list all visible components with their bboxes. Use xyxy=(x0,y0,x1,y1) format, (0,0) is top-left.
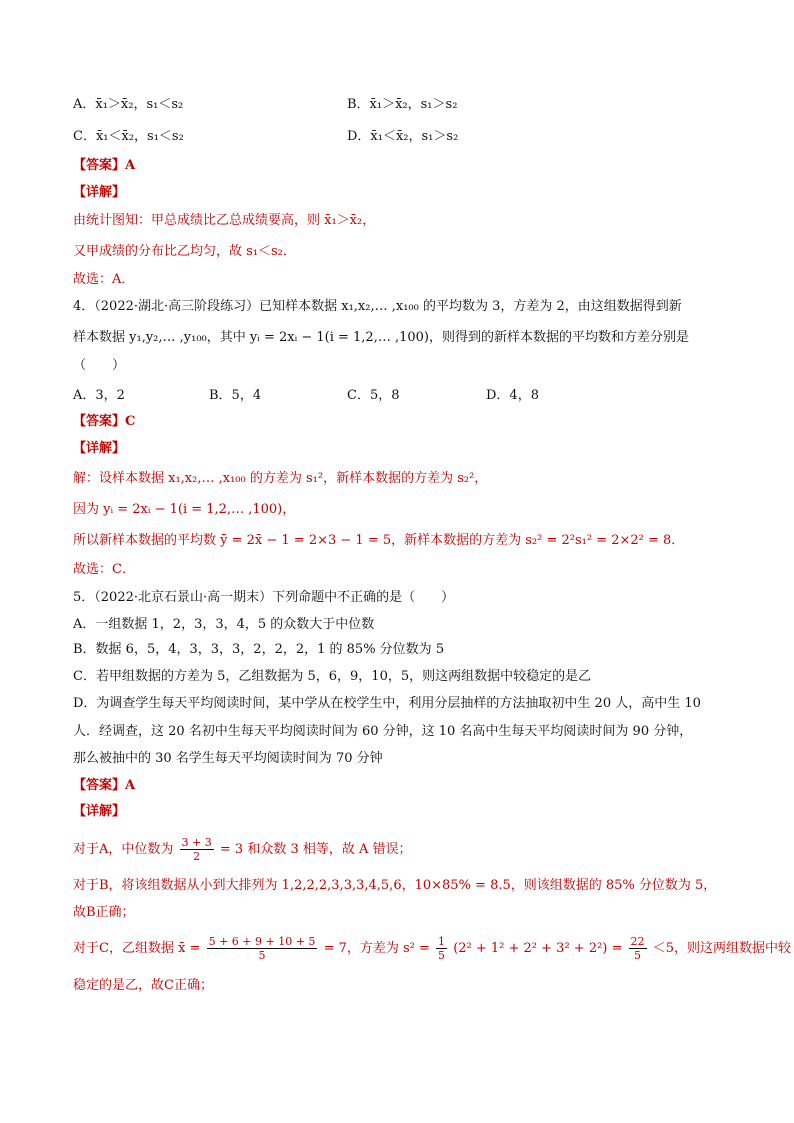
q4-stem-line-3: （ ） xyxy=(73,358,126,373)
q3-detail-line-3: 故选：A． xyxy=(73,272,135,287)
q3-option-a: A．x̄₁＞x̄₂，s₁＜s₂ xyxy=(73,97,184,112)
q5-option-d-line-3: 那么被抽中的 30 名学生每天平均阅读时间为 70 分钟 xyxy=(73,751,383,766)
q4-detail-line-3: 所以新样本数据的平均数 ȳ = 2x̄ − 1 = 2×3 − 1 = 5，新样本数据的方差为 s₂² = 2²s₁² = 2×2² = 8． xyxy=(73,533,685,548)
q4-stem-line-1: 4．（2022·湖北·高三阶段练习）已知样本数据 x₁,x₂,… ,x₁₀₀ 的平均数为 3，方差为 2，由这组数据得到新 xyxy=(73,299,682,314)
q5-detail-c-middle: = 7，方差为 s² = xyxy=(323,941,430,956)
q5-detail-c-denominator-2: 5 xyxy=(438,949,446,962)
q5-detail-label: 【详解】 xyxy=(73,804,126,819)
q4-detail-line-1: 解：设样本数据 x₁,x₂,… ,x₁₀₀ 的方差为 s₁²，新样本数据的方差为 s₂²， xyxy=(73,471,488,486)
q5-detail-c-fraction-1 xyxy=(207,935,318,962)
q5-option-d-line-1: D．为调查学生每天平均阅读时间，某中学从在校学生中，利用分层抽样的方法抽取初中生 20 人，高中生 10 xyxy=(73,696,701,711)
q3-detail-label: 【详解】 xyxy=(73,185,126,200)
q5-detail-c-fraction-2 xyxy=(436,935,447,962)
q5-detail-c-suffix: ＜5，则这两组数据中较 xyxy=(652,941,791,956)
q5-detail-b-line-2: 故B正确； xyxy=(73,905,135,920)
q5-option-a: A．一组数据 1，2，3，3，4，5 的众数大于中位数 xyxy=(73,617,375,632)
q5-option-d-line-2: 人．经调查，这 20 名初中生每天平均阅读时间为 60 分钟，这 10 名高中生每天平均阅读时间为 90 分钟， xyxy=(73,724,693,739)
q3-detail-line-1: 由统计图知：甲总成绩比乙总成绩要高，则 x̄₁＞x̄₂， xyxy=(73,213,376,228)
q4-answer-label: 【答案】C xyxy=(73,414,136,429)
q5-option-b: B．数据 6，5，4，3，3，3，2，2，2，1 的 85% 分位数为 5 xyxy=(73,642,445,657)
q4-option-c: C．5，8 xyxy=(347,388,400,403)
q5-detail-a-prefix: 对于A，中位数为 xyxy=(73,842,174,857)
q4-stem-line-2: 样本数据 y₁,y₂,… ,y₁₀₀，其中 yᵢ = 2xᵢ − 1(i = 1,2,… ,100)，则得到的新样本数据的平均数和方差分别是 xyxy=(73,330,689,345)
q5-stem: 5．（2022·北京石景山·高一期末）下列命题中不正确的是（ ） xyxy=(73,590,455,605)
q5-detail-c-fraction-3 xyxy=(629,935,647,962)
q5-detail-c-numerator-3: 22 xyxy=(630,935,645,948)
q5-detail-c-prefix: 对于C，乙组数据 x̄ = xyxy=(73,941,201,956)
q3-option-b: B．x̄₁＞x̄₂，s₁＞s₂ xyxy=(347,97,458,112)
q5-answer-label: 【答案】A xyxy=(73,778,136,793)
q5-option-c: C．若甲组数据的方差为 5，乙组数据为 5，6，9，10，5，则这两组数据中较稳定的是乙 xyxy=(73,669,592,684)
q5-detail-a-suffix: = 3 和众数 3 相等，故 A 错误； xyxy=(219,842,412,857)
q3-answer-label: 【答案】A xyxy=(73,158,136,173)
q5-detail-a-denominator: 2 xyxy=(193,850,201,863)
q5-detail-a-fraction xyxy=(180,836,214,863)
q5-detail-a-numerator: 3 + 3 xyxy=(181,836,212,849)
q4-option-b: B．5，4 xyxy=(209,388,262,403)
q4-option-a: A．3，2 xyxy=(73,388,125,403)
q3-detail-line-2: 又甲成绩的分布比乙均匀，故 s₁＜s₂． xyxy=(73,244,296,259)
q5-detail-c xyxy=(73,934,791,964)
q5-detail-c-denominator-3: 5 xyxy=(634,949,642,962)
q4-detail-line-2: 因为 yᵢ = 2xᵢ − 1(i = 1,2,… ,100)， xyxy=(73,502,296,517)
q4-option-d: D．4，8 xyxy=(486,388,539,403)
q5-detail-c-numerator-2: 1 xyxy=(438,935,446,948)
q5-detail-c-line-2: 稳定的是乙，故C正确； xyxy=(73,978,213,993)
q5-detail-c-denominator-1: 5 xyxy=(258,949,266,962)
q4-detail-line-4: 故选：C． xyxy=(73,562,135,577)
q5-detail-c-middle-2: (2² + 1² + 2² + 3² + 2²) = xyxy=(453,941,623,956)
q5-detail-a xyxy=(73,836,412,864)
q5-detail-b-line-1: 对于B，将该组数据从小到大排列为 1,2,2,2,3,3,3,4,5,6，10×85% = 8.5，则该组数据的 85% 分位数为 5， xyxy=(73,878,717,893)
q4-detail-label: 【详解】 xyxy=(73,441,126,456)
q3-option-d: D．x̄₁＜x̄₂，s₁＞s₂ xyxy=(347,129,459,144)
q5-detail-c-numerator-1: 5 + 6 + 9 + 10 + 5 xyxy=(208,935,316,948)
q3-option-c: C．x̄₁＜x̄₂，s₁＜s₂ xyxy=(73,129,184,144)
